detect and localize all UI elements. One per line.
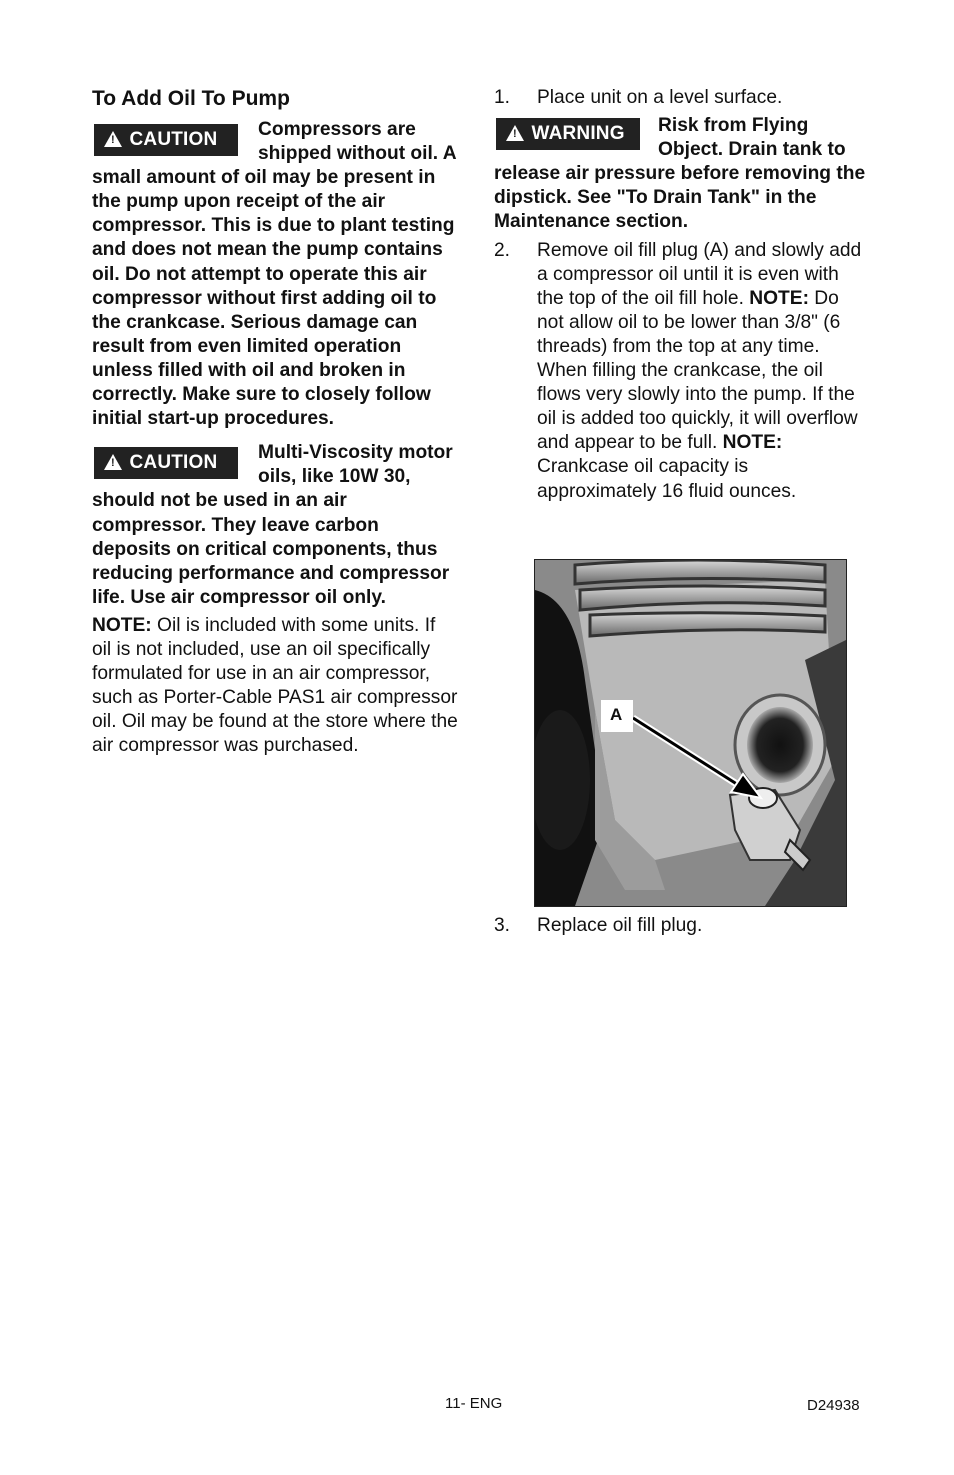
document-code: D24938: [807, 1397, 860, 1414]
caution-text-1: Compressors are shipped without oil. A small amount of oil may be present in the pump upon receipt of the air compressor. This is due to plant testing and does not mean the pump contains oil. Do not attempt to operate this air compressor without first adding oil to the crankcase. Serious damage can result from even limited operation unless filled with oil and broken in correctly. Make sure to closely follow initial start-up procedures.: [92, 119, 456, 430]
caution-badge-label: CAUTION: [129, 129, 218, 150]
caution-text-2: Multi-Viscosity motor oils, like 10W 30, should not be used in an air compressor. They leave carbon deposits on critical components, thus reducing performance and compressor life. Use air compressor oil only.: [92, 442, 453, 608]
oil-fill-plug-photo: [534, 559, 847, 907]
section-heading: To Add Oil To Pump: [92, 87, 290, 110]
callout-label-a: A: [610, 705, 623, 724]
warning-badge-label: WARNING: [531, 123, 625, 145]
warning-triangle-icon: !: [506, 125, 524, 141]
step-text: Place unit on a level surface.: [537, 87, 783, 108]
step-3: [494, 914, 909, 938]
warning-triangle-icon: !: [104, 454, 122, 470]
caution-block-2: [92, 441, 458, 610]
pump-photo-illustration: [535, 560, 846, 906]
warning-text: Risk from Flying Object. Drain tank to release air pressure before removing the dipstick. See "To Drain Tank" in the Maintenance section.: [494, 115, 866, 233]
warning-badge: [496, 118, 640, 150]
page-number: 11- ENG: [445, 1395, 503, 1412]
step-number: 3.: [494, 915, 511, 936]
caution-badge: [94, 124, 238, 156]
step-2: [494, 239, 866, 504]
left-column: [92, 86, 458, 758]
step-text-c: Crankcase oil capacity is approximately 16 fluid ounces.: [537, 456, 797, 502]
right-column: [494, 86, 866, 504]
warning-block: [494, 110, 866, 234]
step-text: Replace oil fill plug.: [537, 915, 703, 936]
caution-badge: [94, 447, 238, 479]
note-paragraph: [92, 614, 458, 759]
note-label: NOTE:: [749, 287, 809, 309]
step-1: [494, 86, 866, 110]
warning-triangle-icon: !: [104, 131, 122, 147]
note-text: Oil is included with some units. If oil is not included, use an oil specifically formulated for use in an air compressor, such as Porter-Cable PAS1 air compressor oil. Oil may be found at the store where the air compressor was purchased.: [92, 614, 458, 757]
note-label: NOTE:: [92, 614, 152, 636]
step-text-b: Do not allow oil to be lower than 3/8" (6 threads) from the top at any time. When filling the crankcase, the oil flows very slowly into the pump. If the oil is added too quickly, it will overflow and appear to be full.: [537, 287, 858, 454]
note-label: NOTE:: [722, 432, 783, 454]
caution-badge-label: CAUTION: [129, 452, 218, 474]
step-text-a: Remove oil fill plug (A) and slowly add a compressor oil until it is even with the top of the oil fill hole.: [537, 239, 862, 309]
step-number: 2.: [494, 239, 511, 261]
caution-block-1: [92, 118, 458, 431]
step-number: 1.: [494, 87, 511, 108]
